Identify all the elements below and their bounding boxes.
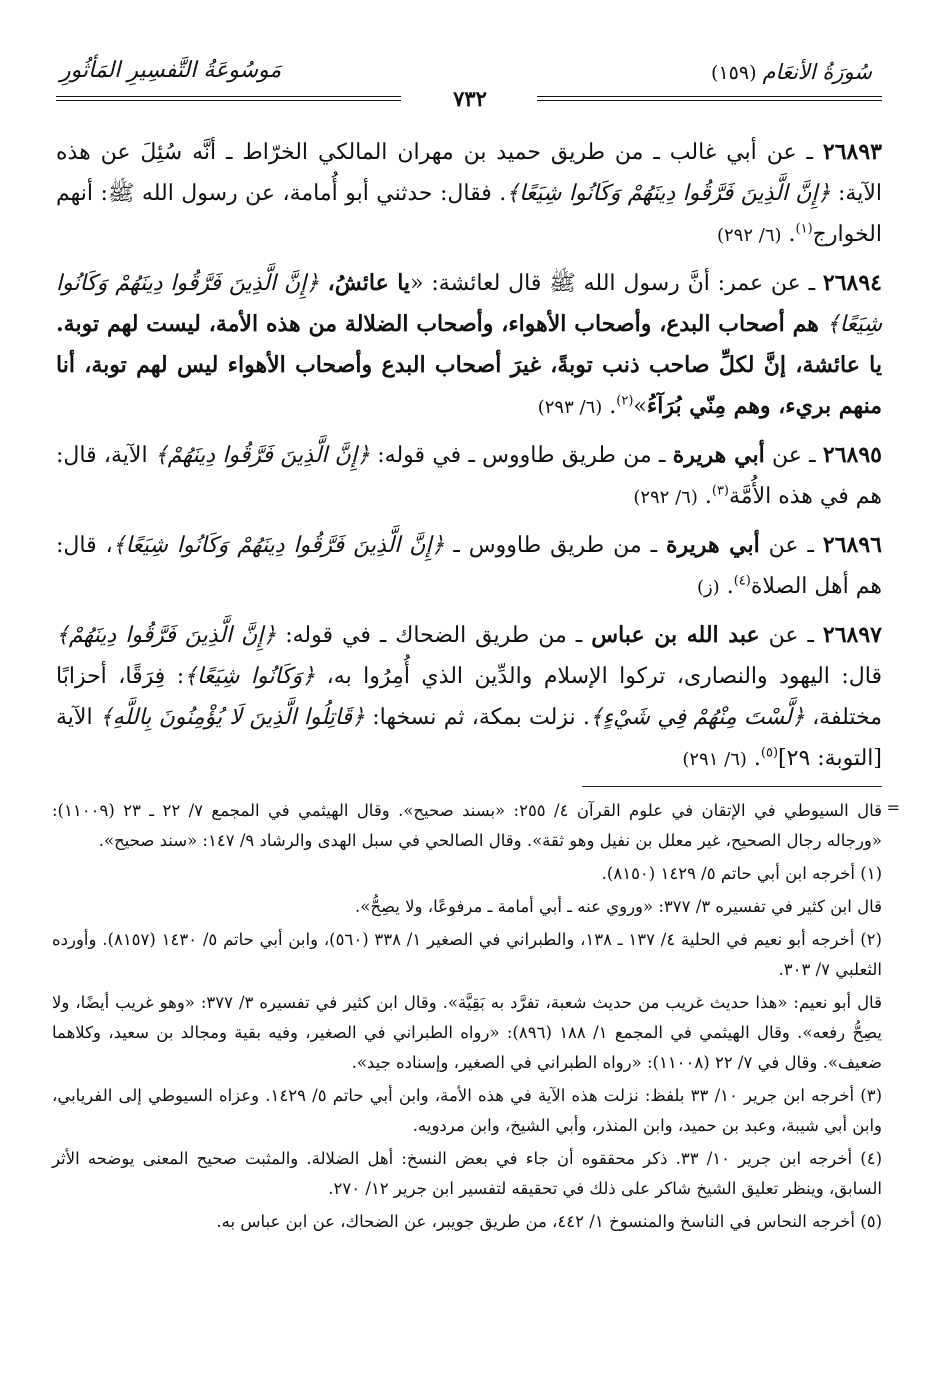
entry-text: ـ من طريق الضحاك ـ في قوله: — [276, 623, 592, 648]
footnotes — [52, 796, 900, 1240]
footnote-item: (٣) أخرجه ابن جرير ١٠/ ٣٣ بلفظ: نزلت هذه الآية في هذه الأمة، وابن أبي حاتم ٥/ ١٤٢٩. وعزاه السيوطي إلى الفريابي، وابن أبي شيبة، وعبد بن حميد، وابن المنذر، وأبي الشيخ، وابن مردويه. — [52, 1086, 883, 1135]
entry-number: ٢٦٨٩٣ — [822, 139, 882, 165]
header-sura — [711, 60, 872, 84]
hadith-entry — [56, 615, 882, 780]
entry-number: ٢٦٨٩٥ — [822, 442, 882, 468]
page-number: ٧٣٢ — [453, 86, 487, 111]
footnote-item: قال السيوطي في الإتقان في علوم القرآن ٤/ ٢٥٥: «بسند صحيح». وقال الهيثمي في المجمع ٧/ ٢٢ ـ ٢٣ (١١٠٠٩): «ورجاله رجال الصحيح، غير معلل بن نفيل وهو ثقة». وقال الصالحي في سبل الهدى والرشاد ٩/ ١٤٧: «سند صحيح». — [52, 801, 882, 850]
entry-text: قال: اليهود والنصارى، تركوا الإسلام والدِّين الذي أُمِرُوا به، — [315, 664, 882, 689]
entry-text: ـ عن — [759, 533, 823, 558]
footnote-ref[interactable]: (١) — [795, 221, 813, 237]
quran-verse: ﴿لَّسْتَ مِنْهُمْ فِي شَيْءٍ﴾ — [589, 705, 805, 730]
footnote-separator — [582, 786, 882, 787]
entry-text: ـ عن أبي غالب ـ من طريق حميد بن مهران المالكي الخرّاط ـ أنَّه سُئِلَ عن هذه الآية: — [56, 140, 883, 206]
verse-number: (١٥٩) — [711, 62, 757, 84]
entry-text: ـ عن — [759, 623, 823, 648]
entry-number: ٢٦٨٩٤ — [822, 270, 882, 296]
emphasis-text: هم أصحاب البدع، وأصحاب الأهواء، وأصحاب الضلالة من هذه الأمة، ليست لهم توبة. يا عائشة، إنَّ لكلِّ صاحب ذنب توبةً، غيرَ أصحاب البدع وأصحاب الأهواء ليس لهم توبة، أنا منهم بريء، وهم مِنّي بُرَآءُ — [56, 311, 882, 419]
footnote-item: (٢) أخرجه أبو نعيم في الحلية ٤/ ١٣٧ ـ ١٣٨، والطبراني في الصغير ١/ ٣٣٨ (٥٦٠)، وابن أبي حاتم ٥/ ١٤٣٠ (٨١٥٧). وأورده الثعلبي ٧/ ٣٠٣. — [52, 930, 882, 979]
quran-verse: ﴿إِنَّ الَّذِينَ فَرَّقُوا دِينَهُمْ وَكَانُوا شِيَعًا﴾ — [112, 533, 445, 558]
footnote-ref[interactable]: (٣) — [711, 483, 729, 499]
entry-text: الآية، قال: هم في هذه الأُمَّة — [56, 443, 882, 509]
hadith-entry — [56, 132, 882, 256]
hadith-entry — [56, 263, 882, 428]
entry-text: . — [719, 574, 734, 599]
source-ref: (٦/ ٢٩١) — [682, 749, 747, 770]
main-body — [56, 132, 882, 787]
emphasis-text: أبي هريرة — [666, 532, 760, 558]
entry-text: ـ عن — [764, 443, 823, 468]
footnote-item: قال أبو نعيم: «هذا حديث غريب من حديث شعبة، تفرَّد به بَقِيَّة». وقال ابن كثير في تفسيره ٣/ ٣٧٧: «وهو غريب أيضًا، ولا يصِحُّ رفعه». وقال الهيثمي في المجمع ١/ ١٨٨ (٨٩٦): «رواه الطبراني في الصغير، وفيه بقية ومجالد بن سعيد، وكلاهما ضعيف». وقال في ٧/ ٢٢ (١١٠٠٨): «رواه الطبراني في الصغير، وإسناده جيد». — [52, 993, 883, 1072]
quran-verse: ﴿إِنَّ الَّذِينَ فَرَّقُوا دِينَهُمْ وَكَانُوا شِيَعًا﴾ — [56, 271, 882, 337]
continuation-mark: = — [886, 798, 900, 817]
footnote-item: (١) أخرجه ابن أبي حاتم ٥/ ١٤٢٩ (٨١٥٠). — [601, 864, 882, 883]
entry-text: ـ من طريق طاووس ـ — [444, 533, 667, 558]
quran-verse: ﴿إِنَّ الَّذِينَ فَرَّقُوا دِينَهُمْ﴾ — [56, 623, 277, 648]
entry-number: ٢٦٨٩٦ — [822, 532, 882, 558]
entry-text: ، قال: هم أهل الصلاة — [56, 533, 882, 599]
quran-verse: ﴿وَكَانُوا شِيَعًا﴾ — [184, 664, 316, 689]
entry-text: ـ من طريق طاووس ـ في قوله: — [369, 443, 673, 468]
entry-text: . — [697, 484, 712, 509]
entry-text: » — [633, 394, 647, 419]
source-ref: (٦/ ٢٩٣) — [537, 397, 603, 418]
entry-text: . نزلت بمكة، ثم نسخها: — [364, 705, 590, 730]
hadith-entry — [56, 525, 882, 608]
quran-verse: ﴿إِنَّ الَّذِينَ فَرَّقُوا دِينَهُمْ وَكَانُوا شِيَعًا﴾ — [506, 181, 831, 206]
emphasis-text: عبد الله بن عباس — [591, 622, 760, 648]
entry-text: . فقال: حدثني أبو أُمامة، عن رسول الله ﷺ: أنهم الخوارج — [56, 181, 882, 247]
footnote-ref[interactable]: (٥) — [760, 745, 779, 761]
quran-verse: ﴿قَاتِلُوا الَّذِينَ لَا يُؤْمِنُونَ بِاللَّهِ﴾ — [99, 705, 365, 730]
footnote-item: (٥) أخرجه النحاس في الناسخ والمنسوخ ١/ ٤٤٢، من طريق جويبر، عن الضحاك، عن ابن عباس به. — [216, 1212, 882, 1231]
entry-text: . — [602, 394, 617, 419]
entry-text: : فِرَقًا، أحزابًا مختلفة، — [56, 664, 882, 730]
entry-text: الآية [التوبة: ٢٩] — [56, 705, 882, 771]
emphasis-text: أبي هريرة — [672, 442, 765, 468]
footnote-ref[interactable]: (٢) — [616, 393, 634, 409]
footnote-item: (٤) أخرجه ابن جرير ١٠/ ٣٣. ذكر محققوه أن جاء في بعض النسخ: أهل الضلالة. والمثبت صحيح المعنى يوضحه الأثر السابق، وينظر تعليق الشيخ شاكر على ذلك في تحقيقه لتفسير ابن جرير ١٢/ ٢٧٠. — [52, 1149, 882, 1198]
hadith-entry — [56, 435, 882, 518]
sura-name: سُورَةُ الأنعَام — [762, 60, 872, 84]
footnote-ref[interactable]: (٤) — [733, 573, 751, 589]
entry-number: ٢٦٨٩٧ — [822, 622, 882, 648]
book-title: مَوسُوعَةُ التَّفسِيرِ المَأثُورِ — [60, 58, 282, 83]
source-ref: (٦/ ٢٩٢) — [716, 225, 782, 246]
footnote-item: قال ابن كثير في تفسيره ٣/ ٣٧٧: «وروي عنه ـ أبي أمامة ـ مرفوعًا، ولا يصِحُّ». — [355, 897, 882, 916]
entry-text: . — [746, 746, 761, 771]
source-ref: (٦/ ٢٩٢) — [633, 487, 698, 508]
entry-text: . — [781, 222, 796, 247]
entry-text: ـ عن عمر: أنَّ رسول الله ﷺ قال لعائشة: « — [410, 271, 823, 296]
quran-verse: ﴿إِنَّ الَّذِينَ فَرَّقُوا دِينَهُمْ﴾ — [154, 443, 370, 468]
emphasis-text: يا عائشُ، — [319, 270, 411, 296]
source-ref: (ز) — [696, 577, 720, 598]
